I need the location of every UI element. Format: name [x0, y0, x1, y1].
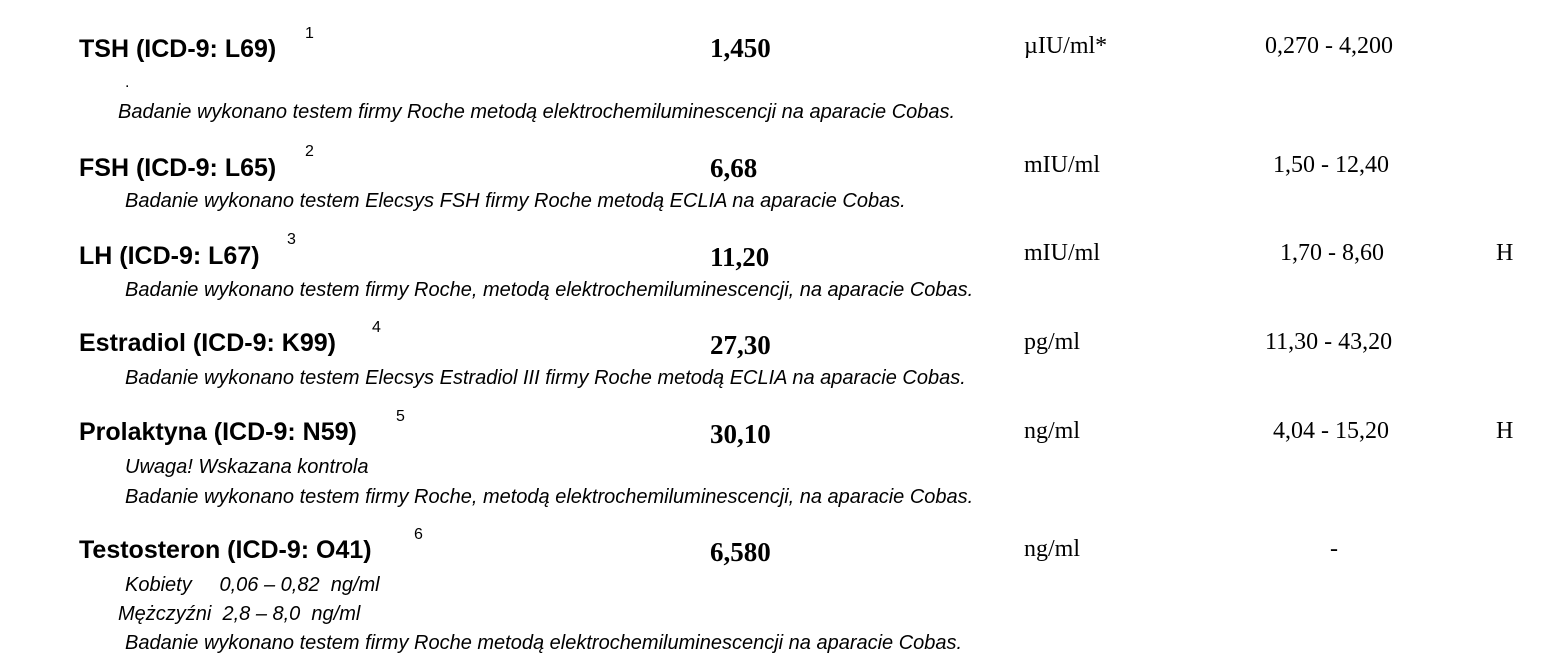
- footnote-marker: 1: [305, 25, 314, 42]
- test-name: TSH (ICD-9: L69): [79, 35, 277, 63]
- result-unit: mIU/ml: [1024, 152, 1100, 178]
- method-note: Badanie wykonano testem firmy Roche metodą elektrochemiluminescencji na aparacie Cobas.: [118, 101, 956, 123]
- result-value: 1,450: [710, 33, 771, 63]
- test-name: Testosteron (ICD-9: O41): [79, 536, 372, 564]
- abnormal-flag: H: [1496, 418, 1514, 444]
- result-value: 11,20: [710, 242, 770, 272]
- reference-note-men: Mężczyźni 2,8 – 8,0 ng/ml: [118, 603, 361, 625]
- test-name: LH (ICD-9: L67): [79, 242, 260, 270]
- result-value: 6,68: [710, 153, 758, 183]
- method-note: Badanie wykonano testem firmy Roche, metodą elektrochemiluminescencji, na aparacie Cobas.: [125, 279, 974, 301]
- result-value: 27,30: [710, 330, 771, 360]
- method-note: Badanie wykonano testem firmy Roche, metodą elektrochemiluminescencji, na aparacie Cobas.: [125, 486, 974, 508]
- reference-range: 1,70 - 8,60: [1280, 240, 1384, 266]
- reference-range: -: [1330, 536, 1338, 562]
- reference-range: 4,04 - 15,20: [1273, 418, 1389, 444]
- result-value: 6,580: [710, 537, 771, 567]
- reference-range: 0,270 - 4,200: [1265, 33, 1393, 59]
- test-name: Prolaktyna (ICD-9: N59): [79, 418, 357, 446]
- test-name: FSH (ICD-9: L65): [79, 154, 277, 182]
- method-note: Badanie wykonano testem Elecsys Estradiol III firmy Roche metodą ECLIA na aparacie Cobas.: [125, 367, 966, 389]
- footnote-marker: 2: [305, 143, 314, 160]
- result-unit: pg/ml: [1024, 329, 1081, 355]
- test-name: Estradiol (ICD-9: K99): [79, 329, 336, 357]
- result-unit: ng/ml: [1024, 418, 1081, 444]
- result-unit: mIU/ml: [1024, 240, 1100, 266]
- reference-note-women: Kobiety 0,06 – 0,82 ng/ml: [125, 574, 380, 596]
- reference-range: 1,50 - 12,40: [1273, 152, 1389, 178]
- result-unit: µIU/ml*: [1024, 33, 1108, 59]
- abnormal-flag: H: [1496, 240, 1514, 266]
- result-unit: ng/ml: [1024, 536, 1081, 562]
- result-value: 30,10: [710, 419, 771, 449]
- footnote-marker: 3: [287, 231, 296, 248]
- method-note: Badanie wykonano testem firmy Roche metodą elektrochemiluminescencji na aparacie Cobas.: [125, 632, 963, 654]
- reference-range: 11,30 - 43,20: [1265, 329, 1393, 355]
- method-note: Badanie wykonano testem Elecsys FSH firmy Roche metodą ECLIA na aparacie Cobas.: [125, 190, 906, 212]
- warning-note: Uwaga! Wskazana kontrola: [125, 456, 369, 478]
- footnote-marker: 5: [396, 408, 405, 425]
- footnote-marker: 4: [372, 319, 381, 336]
- footnote-marker: 6: [414, 526, 423, 543]
- stray-dot: .: [125, 74, 130, 91]
